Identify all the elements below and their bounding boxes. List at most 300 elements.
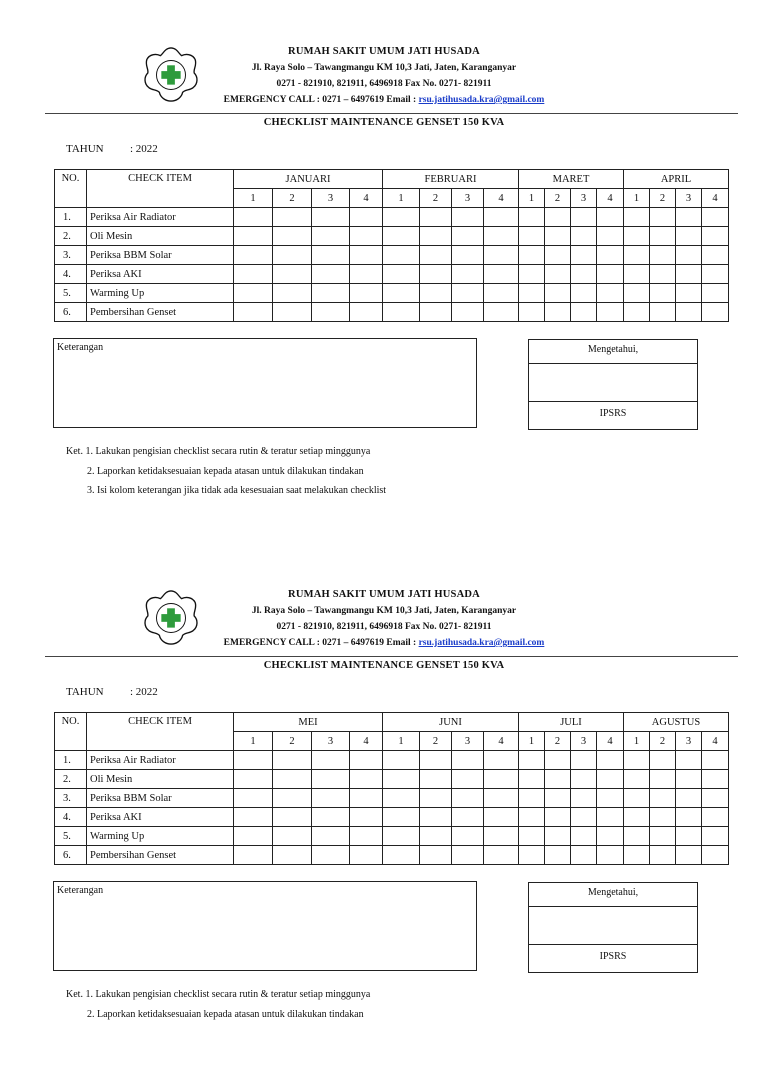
check-cell[interactable] (452, 284, 484, 303)
check-cell[interactable] (312, 246, 350, 265)
check-cell[interactable] (420, 246, 452, 265)
check-cell[interactable] (545, 846, 571, 865)
week-header: 1 (234, 732, 273, 751)
check-cell[interactable] (597, 770, 624, 789)
check-cell[interactable] (571, 808, 597, 827)
check-cell[interactable] (452, 303, 484, 322)
check-item-name: Periksa BBM Solar (87, 246, 234, 265)
ipsrs-label: IPSRS (599, 951, 627, 962)
check-cell[interactable] (383, 789, 420, 808)
check-cell[interactable] (312, 846, 350, 865)
row-number: 2. (55, 770, 87, 789)
check-item-name: Oli Mesin (87, 227, 234, 246)
check-cell[interactable] (350, 770, 383, 789)
signature-box (528, 882, 698, 973)
check-cell[interactable] (624, 303, 650, 322)
checklist-page-2 (0, 543, 768, 1083)
check-item-name: Periksa Air Radiator (87, 208, 234, 227)
check-cell[interactable] (676, 284, 702, 303)
check-cell[interactable] (420, 303, 452, 322)
week-header: 4 (350, 732, 383, 751)
check-cell[interactable] (350, 284, 383, 303)
signature-area[interactable] (529, 364, 697, 402)
year-value: : 2022 (130, 686, 158, 698)
note-1: Ket. 1. Lakukan pengisian checklist secara rutin & teratur setiap minggunya (66, 989, 371, 1000)
check-cell[interactable] (571, 284, 597, 303)
check-cell[interactable] (350, 246, 383, 265)
check-cell[interactable] (650, 303, 676, 322)
check-cell[interactable] (234, 246, 273, 265)
check-cell[interactable] (420, 846, 452, 865)
check-cell[interactable] (545, 789, 571, 808)
check-cell[interactable] (420, 284, 452, 303)
check-cell[interactable] (312, 789, 350, 808)
check-cell[interactable] (650, 751, 676, 770)
week-header: 1 (519, 189, 545, 208)
check-cell[interactable] (350, 846, 383, 865)
week-header: 4 (702, 189, 729, 208)
check-cell[interactable] (702, 808, 729, 827)
check-cell[interactable] (273, 246, 312, 265)
check-cell[interactable] (484, 751, 519, 770)
check-item-name: Periksa AKI (87, 808, 234, 827)
check-cell[interactable] (234, 827, 273, 846)
check-cell[interactable] (571, 789, 597, 808)
week-header: 2 (420, 732, 452, 751)
header-row-months (55, 713, 729, 732)
check-cell[interactable] (545, 246, 571, 265)
month-header: FEBRUARI (383, 170, 519, 189)
check-cell[interactable] (273, 751, 312, 770)
check-cell[interactable] (383, 827, 420, 846)
check-cell[interactable] (273, 303, 312, 322)
check-cell[interactable] (702, 284, 729, 303)
check-cell[interactable] (597, 827, 624, 846)
check-cell[interactable] (650, 846, 676, 865)
check-cell[interactable] (420, 770, 452, 789)
check-cell[interactable] (452, 789, 484, 808)
emergency-line (200, 635, 568, 651)
check-cell[interactable] (597, 265, 624, 284)
check-cell[interactable] (312, 284, 350, 303)
check-cell[interactable] (350, 208, 383, 227)
check-cell[interactable] (383, 208, 420, 227)
check-cell[interactable] (545, 770, 571, 789)
page-title: CHECKLIST MAINTENANCE GENSET 150 KVA (263, 660, 505, 671)
check-cell[interactable] (312, 208, 350, 227)
check-cell[interactable] (452, 246, 484, 265)
check-cell[interactable] (597, 808, 624, 827)
table-row (55, 770, 729, 789)
check-cell[interactable] (383, 808, 420, 827)
year-row (66, 686, 158, 698)
check-cell[interactable] (597, 246, 624, 265)
check-cell[interactable] (350, 827, 383, 846)
check-cell[interactable] (545, 808, 571, 827)
week-header: 4 (597, 732, 624, 751)
check-item-name: Warming Up (87, 284, 234, 303)
check-cell[interactable] (624, 827, 650, 846)
check-cell[interactable] (350, 227, 383, 246)
month-header: JUNI (383, 713, 519, 732)
month-header: JANUARI (234, 170, 383, 189)
check-cell[interactable] (452, 770, 484, 789)
check-cell[interactable] (484, 303, 519, 322)
check-cell[interactable] (420, 227, 452, 246)
hospital-address: Jl. Raya Solo – Tawangmangu KM 10,3 Jati, Jaten, Karanganyar (251, 606, 517, 616)
check-cell[interactable] (676, 789, 702, 808)
check-cell[interactable] (519, 284, 545, 303)
mengetahui-label: Mengetahui, (529, 340, 697, 364)
check-cell[interactable] (484, 265, 519, 284)
check-cell[interactable] (273, 846, 312, 865)
check-cell[interactable] (452, 846, 484, 865)
check-cell[interactable] (702, 827, 729, 846)
row-number: 2. (55, 227, 87, 246)
week-header: 3 (571, 732, 597, 751)
table-row (55, 751, 729, 770)
check-cell[interactable] (545, 284, 571, 303)
check-cell[interactable] (519, 227, 545, 246)
week-header: 4 (484, 189, 519, 208)
table-row (55, 284, 729, 303)
col-header-no: NO. (55, 170, 87, 208)
check-cell[interactable] (702, 227, 729, 246)
note-1: Ket. 1. Lakukan pengisian checklist secara rutin & teratur setiap minggunya (66, 446, 371, 457)
check-cell[interactable] (420, 789, 452, 808)
check-cell[interactable] (234, 227, 273, 246)
check-cell[interactable] (624, 751, 650, 770)
week-header: 4 (350, 189, 383, 208)
week-header: 1 (234, 189, 273, 208)
checklist-table (54, 169, 729, 322)
check-cell[interactable] (676, 751, 702, 770)
checklist-table (54, 712, 729, 865)
check-cell[interactable] (484, 789, 519, 808)
check-cell[interactable] (650, 284, 676, 303)
check-cell[interactable] (383, 303, 420, 322)
emergency-text: EMERGENCY CALL : 0271 – 6497619 Email : (223, 95, 419, 105)
emergency-text: EMERGENCY CALL : 0271 – 6497619 Email : (223, 638, 419, 648)
check-cell[interactable] (624, 265, 650, 284)
check-cell[interactable] (650, 208, 676, 227)
check-cell[interactable] (676, 770, 702, 789)
week-header: 1 (519, 732, 545, 751)
check-cell[interactable] (350, 808, 383, 827)
check-cell[interactable] (519, 808, 545, 827)
check-cell[interactable] (702, 246, 729, 265)
week-header: 3 (571, 189, 597, 208)
week-header: 3 (312, 189, 350, 208)
check-cell[interactable] (597, 846, 624, 865)
table-row (55, 827, 729, 846)
row-number: 5. (55, 284, 87, 303)
check-cell[interactable] (571, 846, 597, 865)
year-label: TAHUN (66, 143, 104, 155)
check-cell[interactable] (650, 246, 676, 265)
note-3: 3. Isi kolom keterangan jika tidak ada kesesuaian saat melakukan checklist (87, 485, 387, 496)
check-cell[interactable] (571, 227, 597, 246)
table-row (55, 303, 729, 322)
check-cell[interactable] (273, 827, 312, 846)
check-item-name: Oli Mesin (87, 770, 234, 789)
check-cell[interactable] (571, 303, 597, 322)
row-number: 6. (55, 303, 87, 322)
check-cell[interactable] (273, 770, 312, 789)
week-header: 2 (273, 732, 312, 751)
check-cell[interactable] (452, 227, 484, 246)
check-cell[interactable] (676, 265, 702, 284)
check-cell[interactable] (624, 227, 650, 246)
check-cell[interactable] (383, 227, 420, 246)
check-cell[interactable] (383, 770, 420, 789)
header-divider (45, 113, 738, 114)
check-cell[interactable] (519, 770, 545, 789)
check-cell[interactable] (484, 827, 519, 846)
check-cell[interactable] (519, 827, 545, 846)
row-number: 1. (55, 751, 87, 770)
hospital-logo-icon (142, 588, 200, 646)
check-cell[interactable] (234, 284, 273, 303)
check-cell[interactable] (571, 246, 597, 265)
check-cell[interactable] (312, 303, 350, 322)
keterangan-box[interactable] (53, 338, 477, 428)
check-cell[interactable] (234, 265, 273, 284)
row-number: 1. (55, 208, 87, 227)
check-cell[interactable] (383, 246, 420, 265)
check-cell[interactable] (650, 789, 676, 808)
note-2: 2. Laporkan ketidaksesuaian kepada atasan untuk dilakukan tindakan (87, 465, 364, 477)
check-cell[interactable] (545, 303, 571, 322)
row-number: 5. (55, 827, 87, 846)
check-item-name: Periksa Air Radiator (87, 751, 234, 770)
table-row (55, 265, 729, 284)
check-cell[interactable] (650, 770, 676, 789)
week-header: 4 (702, 732, 729, 751)
check-cell[interactable] (519, 303, 545, 322)
check-cell[interactable] (571, 751, 597, 770)
row-number: 3. (55, 789, 87, 808)
check-cell[interactable] (350, 751, 383, 770)
check-cell[interactable] (545, 265, 571, 284)
week-header: 3 (452, 189, 484, 208)
check-cell[interactable] (676, 303, 702, 322)
check-cell[interactable] (571, 265, 597, 284)
week-header: 4 (597, 189, 624, 208)
check-cell[interactable] (420, 808, 452, 827)
row-number: 4. (55, 265, 87, 284)
check-cell[interactable] (484, 846, 519, 865)
signature-area[interactable] (529, 907, 697, 945)
keterangan-box[interactable] (53, 881, 477, 971)
week-header: 1 (624, 189, 650, 208)
check-cell[interactable] (571, 770, 597, 789)
check-cell[interactable] (676, 208, 702, 227)
check-cell[interactable] (452, 827, 484, 846)
week-header: 2 (420, 189, 452, 208)
check-cell[interactable] (519, 789, 545, 808)
check-cell[interactable] (702, 770, 729, 789)
email-link[interactable]: rsu.jatihusada.kra@gmail.com (418, 638, 545, 648)
row-number: 3. (55, 246, 87, 265)
check-cell[interactable] (383, 284, 420, 303)
check-cell[interactable] (234, 808, 273, 827)
check-cell[interactable] (702, 265, 729, 284)
check-cell[interactable] (676, 227, 702, 246)
table-row (55, 246, 729, 265)
check-cell[interactable] (273, 808, 312, 827)
check-cell[interactable] (234, 208, 273, 227)
check-cell[interactable] (273, 284, 312, 303)
week-header: 3 (676, 189, 702, 208)
week-header: 2 (545, 189, 571, 208)
check-cell[interactable] (597, 303, 624, 322)
check-cell[interactable] (702, 751, 729, 770)
check-cell[interactable] (650, 265, 676, 284)
note-2: 2. Laporkan ketidaksesuaian kepada atasan untuk dilakukan tindakan (87, 1008, 364, 1020)
check-cell[interactable] (702, 303, 729, 322)
header-row-months (55, 170, 729, 189)
header-divider (45, 656, 738, 657)
letterhead (200, 44, 568, 108)
check-cell[interactable] (312, 751, 350, 770)
check-cell[interactable] (273, 789, 312, 808)
check-cell[interactable] (420, 827, 452, 846)
check-cell[interactable] (624, 808, 650, 827)
emergency-line (200, 92, 568, 108)
check-cell[interactable] (383, 265, 420, 284)
check-cell[interactable] (452, 208, 484, 227)
check-cell[interactable] (420, 265, 452, 284)
notes (66, 442, 386, 501)
check-cell[interactable] (571, 208, 597, 227)
week-header: 1 (383, 189, 420, 208)
check-cell[interactable] (519, 246, 545, 265)
table-row (55, 227, 729, 246)
check-cell[interactable] (545, 208, 571, 227)
check-cell[interactable] (676, 846, 702, 865)
check-cell[interactable] (545, 827, 571, 846)
check-cell[interactable] (702, 208, 729, 227)
check-cell[interactable] (519, 265, 545, 284)
week-header: 2 (545, 732, 571, 751)
check-cell[interactable] (545, 751, 571, 770)
check-cell[interactable] (484, 284, 519, 303)
check-cell[interactable] (312, 770, 350, 789)
hospital-phone: 0271 - 821910, 821911, 6496918 Fax No. 0271- 821911 (276, 79, 492, 89)
check-cell[interactable] (383, 751, 420, 770)
week-header: 1 (383, 732, 420, 751)
check-cell[interactable] (350, 789, 383, 808)
checklist-page-1 (0, 0, 768, 540)
check-cell[interactable] (420, 751, 452, 770)
row-number: 4. (55, 808, 87, 827)
email-link[interactable]: rsu.jatihusada.kra@gmail.com (418, 95, 545, 105)
check-cell[interactable] (484, 208, 519, 227)
check-cell[interactable] (312, 227, 350, 246)
check-cell[interactable] (312, 808, 350, 827)
check-cell[interactable] (312, 265, 350, 284)
check-cell[interactable] (234, 751, 273, 770)
week-header: 3 (452, 732, 484, 751)
week-header: 1 (624, 732, 650, 751)
check-cell[interactable] (350, 265, 383, 284)
check-cell[interactable] (624, 770, 650, 789)
check-cell[interactable] (650, 808, 676, 827)
check-cell[interactable] (597, 751, 624, 770)
check-cell[interactable] (597, 227, 624, 246)
check-cell[interactable] (676, 827, 702, 846)
check-cell[interactable] (350, 303, 383, 322)
check-cell[interactable] (273, 227, 312, 246)
check-cell[interactable] (273, 265, 312, 284)
check-cell[interactable] (452, 751, 484, 770)
check-cell[interactable] (519, 208, 545, 227)
letterhead (200, 587, 568, 651)
check-cell[interactable] (234, 789, 273, 808)
mengetahui-label: Mengetahui, (529, 883, 697, 907)
table-row (55, 846, 729, 865)
keterangan-label: Keterangan (57, 342, 104, 353)
check-cell[interactable] (234, 770, 273, 789)
check-cell[interactable] (484, 246, 519, 265)
check-cell[interactable] (624, 846, 650, 865)
check-cell[interactable] (484, 227, 519, 246)
check-cell[interactable] (519, 846, 545, 865)
year-row (66, 143, 158, 155)
check-cell[interactable] (571, 827, 597, 846)
check-cell[interactable] (702, 789, 729, 808)
check-cell[interactable] (624, 246, 650, 265)
check-cell[interactable] (234, 846, 273, 865)
check-item-name: Pembersihan Genset (87, 846, 234, 865)
check-item-name: Periksa AKI (87, 265, 234, 284)
month-header: JULI (519, 713, 624, 732)
check-cell[interactable] (273, 208, 312, 227)
check-cell[interactable] (420, 208, 452, 227)
check-cell[interactable] (676, 808, 702, 827)
hospital-logo-icon (142, 45, 200, 103)
check-cell[interactable] (624, 789, 650, 808)
check-cell[interactable] (234, 303, 273, 322)
check-cell[interactable] (484, 808, 519, 827)
check-cell[interactable] (702, 846, 729, 865)
col-header-check-item: CHECK ITEM (87, 170, 234, 208)
week-header: 4 (484, 732, 519, 751)
check-cell[interactable] (452, 808, 484, 827)
check-cell[interactable] (597, 789, 624, 808)
col-header-check-item: CHECK ITEM (87, 713, 234, 751)
check-cell[interactable] (597, 208, 624, 227)
month-header: AGUSTUS (624, 713, 729, 732)
check-cell[interactable] (676, 246, 702, 265)
week-header: 2 (650, 732, 676, 751)
check-cell[interactable] (383, 846, 420, 865)
check-cell[interactable] (312, 827, 350, 846)
check-cell[interactable] (484, 770, 519, 789)
check-cell[interactable] (597, 284, 624, 303)
check-cell[interactable] (624, 284, 650, 303)
check-cell[interactable] (545, 227, 571, 246)
check-cell[interactable] (650, 227, 676, 246)
hospital-address: Jl. Raya Solo – Tawangmangu KM 10,3 Jati, Jaten, Karanganyar (251, 63, 517, 73)
check-cell[interactable] (519, 751, 545, 770)
check-cell[interactable] (452, 265, 484, 284)
year-label: TAHUN (66, 686, 104, 698)
week-header: 3 (676, 732, 702, 751)
check-cell[interactable] (624, 208, 650, 227)
check-cell[interactable] (650, 827, 676, 846)
